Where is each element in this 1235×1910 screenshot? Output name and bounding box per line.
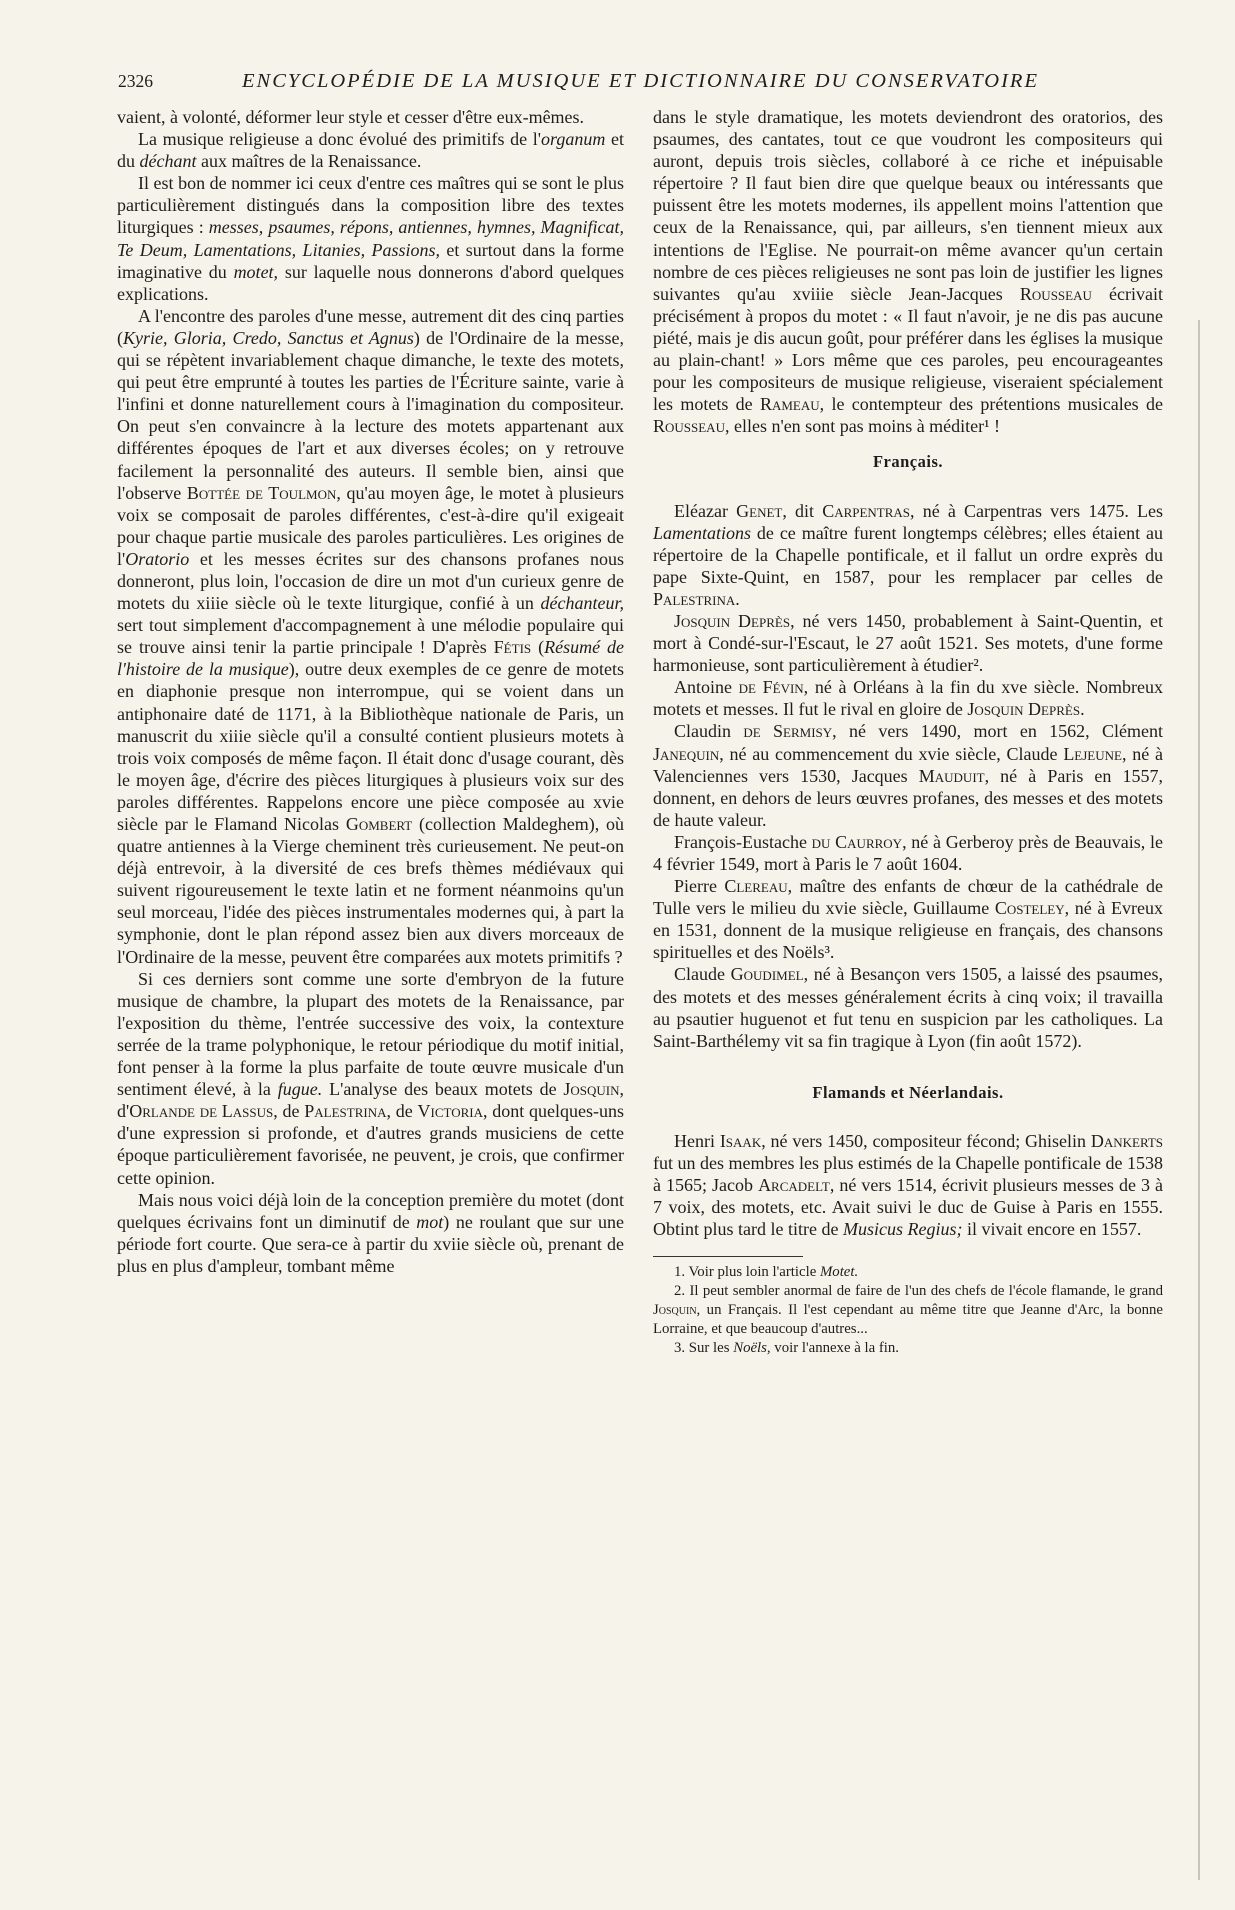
paragraph: Antoine de Févin, né à Orléans à la fin du xve siècle. Nombreux motets et messes. Il fut le rival en gloire de Josquin Deprès.: [653, 677, 1163, 720]
left-column: [117, 106, 624, 1277]
paragraph: vaient, à volonté, déformer leur style et cesser d'être eux-mêmes.: [117, 107, 585, 127]
paragraph: La musique religieuse a donc évolué des primitifs de l'organum et du déchant aux maîtres de la Renaissance.: [117, 129, 624, 172]
paragraph: François-Eustache du Caurroy, né à Gerberoy près de Beauvais, le 4 février 1549, mort à Paris le 7 août 1604.: [653, 831, 1163, 874]
paragraph: Pierre Clereau, maître des enfants de chœur de la cathédrale de Tulle vers le milieu du xvie siècle, Guillaume Costeley, né à Evreux en 1531, donnent de la musique religieuse en français, des chansons spirituelles et des Noëls³.: [653, 876, 1163, 963]
binding-edge-line: [1198, 320, 1200, 1880]
page-number: 2326: [118, 71, 153, 91]
paragraph: Mais nous voici déjà loin de la conception première du motet (dont quelques écrivains font un diminutif de mot) ne roulant que sur une période fort courte. Que sera-ce à partir du xviie siècle où, prenant de plus en plus d'ampleur, tombant même: [117, 1189, 625, 1276]
paragraph: Si ces derniers sont comme une sorte d'embryon de la future musique de chambre, la plupart des motets de la Renaissance, par l'exposition du thème, l'entrée successive des voix, la contexture serrée de la trame polyphonique, le retour périodique du motif initial, font penser à la forme la plus parfaite de toute œuvre musicale d'un sentiment élevé, à la fugue. L'analyse des beaux motets de Josquin, d'Orlande de Lassus, de Palestrina, de Victoria, dont quelques-uns d'une expression si profonde, et d'autres grands musiciens de cette époque particulièrement favorisée, ne peuvent, je crois, que confirmer cette opinion.: [117, 968, 625, 1188]
paragraph: Il est bon de nommer ici ceux d'entre ces maîtres qui se sont le plus particulièrement distingués dans la composition libre des textes liturgiques : messes, psaumes, répons, antiennes, hymnes, Magnificat, Te Deum, Lamentations, Litanies, Passions, et surtout dans la forme imaginative du motet, sur laquelle nous donnerons d'abord quelques explications.: [117, 173, 624, 304]
paragraph: Claude Goudimel, né à Besançon vers 1505, a laissé des psaumes, des motets et des messes généralement écrits à cinq voix; il travailla au psautier huguenot et fut tenu en suspicion par les catholiques. La Saint-Barthélemy vit sa fin tragique à Lyon (fin août 1572).: [653, 964, 1163, 1051]
paragraph: Claudin de Sermisy, né vers 1490, mort en 1562, Clément Janequin, né au commencement du xvie siècle, Claude Lejeune, né à Valenciennes vers 1530, Jacques Mauduit, né à Paris en 1557, donnent, en dehors de leurs œuvres profanes, des messes et des motets de haute valeur.: [653, 721, 1164, 830]
paragraph: dans le style dramatique, les motets deviendront des oratorios, des psaumes, des cantates, tout ce que voudront les compositeurs qui auront, depuis trois siècles, collaboré à ce riche et inépuisable répertoire ? Il faut bien dire que quelque beaux ou intéressants que puissent être les motets modernes, ils appellent moins l'attention que ceux de la Renaissance, qui, par ailleurs, s'en tiennent mieux aux intentions de l'Eglise. Ne pourrait-on même avancer qu'un certain nombre de ces pièces religieuses ne sont pas loin de justifier les lignes suivantes qu'au xviiie siècle Jean-Jacques Rousseau écrivait précisément à propos du motet : « Il faut n'avoir, je ne dis pas aucune piété, mais je dis aucun goût, pour préférer dans les églises la musique au plain-chant! » Lors même que ces paroles, peu encourageantes pour les compositeurs de musique religieuse, viseraient spécialement les motets de Rameau, le contempteur des prétentions musicales de Rousseau, elles n'en sont pas moins à méditer¹ !: [653, 107, 1163, 437]
right-column: [653, 106, 1163, 1358]
section-heading-francais: Français.: [872, 452, 944, 472]
paragraph: Eléazar Genet, dit Carpentras, né à Carpentras vers 1475. Les Lamentations de ce maître furent longtemps célèbres; elles étaient au répertoire de la Chapelle pontificale, et il fallut un ordre exprès du pape Sixte-Quint, en 1587, pour les remplacer par celles de Palestrina.: [653, 500, 1163, 609]
paragraph: Henri Isaak, né vers 1450, compositeur fécond; Ghiselin Dankerts fut un des membres les plus estimés de la Chapelle pontificale de 1538 à 1565; Jacob Arcadelt, né vers 1514, écrivit plusieurs messes de 3 à 7 voix, des motets, etc. Avait suivi le duc de Guise à Paris en 1555. Obtint plus tard le titre de Musicus Regius; il vivait encore en 1557.: [653, 1130, 1164, 1240]
footnote: 1. Voir plus loin l'article Motet.: [674, 1264, 859, 1281]
page-header: [118, 68, 1058, 96]
footnote-divider: [653, 1256, 803, 1257]
running-title: ENCYCLOPÉDIE DE LA MUSIQUE ET DICTIONNAIRE DU CONSERVATOIRE: [242, 70, 1039, 92]
paragraph: A l'encontre des paroles d'une messe, autrement dit des cinq parties (Kyrie, Gloria, Credo, Sanctus et Agnus) de l'Ordinaire de la messe, qui se répètent invariablement chaque dimanche, le texte des motets, qui peut être emprunté à toutes les parties de l'Écriture sainte, varie à l'infini et donne naturellement cours à l'imagination du compositeur. On peut s'en convaincre à la lecture des motets appartenant aux différentes époques de l'art et aux diverses écoles; on y retrouve facilement la personnalité des auteurs. Il semble bien, ainsi que l'observe Bottée de Toulmon, qu'au moyen âge, le motet à plusieurs voix se composait de paroles différentes, c'est-à-dire qu'il exigeait pour chaque partie musicale des paroles particulières. Les origines de l'Oratorio et les messes écrites sur des chansons profanes nous donneront, plus loin, l'occasion de dire un mot d'un curieux genre de motets du xiiie siècle où le texte liturgique, confié à un déchanteur, sert tout simplement d'accompagnement à une mélodie populaire qui se trouve ainsi tenir la partie principale ! D'après Fétis (Résumé de l'histoire de la musique), outre deux exemples de ce genre de motets en diaphonie presque non interrompue, qui se voient dans un antiphonaire daté de 1171, à la Bibliothèque nationale de Paris, un manuscrit du xiiie siècle qu'il a consulté contient plusieurs motets à trois voix composés de même façon. Il était donc d'usage courant, dès le moyen âge, d'écrire des pièces liturgiques à plusieurs voix sur des paroles différentes. Rappelons encore une pièce composée au xvie siècle par le Flamand Nicolas Gombert (collection Maldeghem), où quatre antiennes à la Vierge cheminent très curieusement. Ne peut-on déjà entrevoir, à la diversité de ces brefs thèmes médiévaux qui suivent rigoureusement le texte latin et ne forment néanmoins qu'un seul morceau, l'idée des pièces instrumentales modernes qui, à part la symphonie, dont le plan répond assez bien aux divers morceaux de l'Ordinaire de la messe, peuvent être comparées aux motets primitifs ?: [117, 305, 624, 967]
footnote: 3. Sur les Noëls, voir l'annexe à la fin.: [674, 1340, 899, 1357]
section-heading-flamands: Flamands et Néerlandais.: [812, 1082, 1004, 1102]
paragraph: Josquin Deprès, né vers 1450, probablement à Saint-Quentin, et mort à Condé-sur-l'Escaut, le 27 août 1521. Ses motets, d'une forme harmonieuse, sont particulièrement à étudier².: [653, 610, 1163, 676]
footnote: 2. Il peut sembler anormal de faire de l'un des chefs de l'école flamande, le grand Josquin, un Français. Il l'est cependant au même titre que Jeanne d'Arc, la bonne Lorraine, et que beaucoup d'autres...: [653, 1283, 1163, 1338]
